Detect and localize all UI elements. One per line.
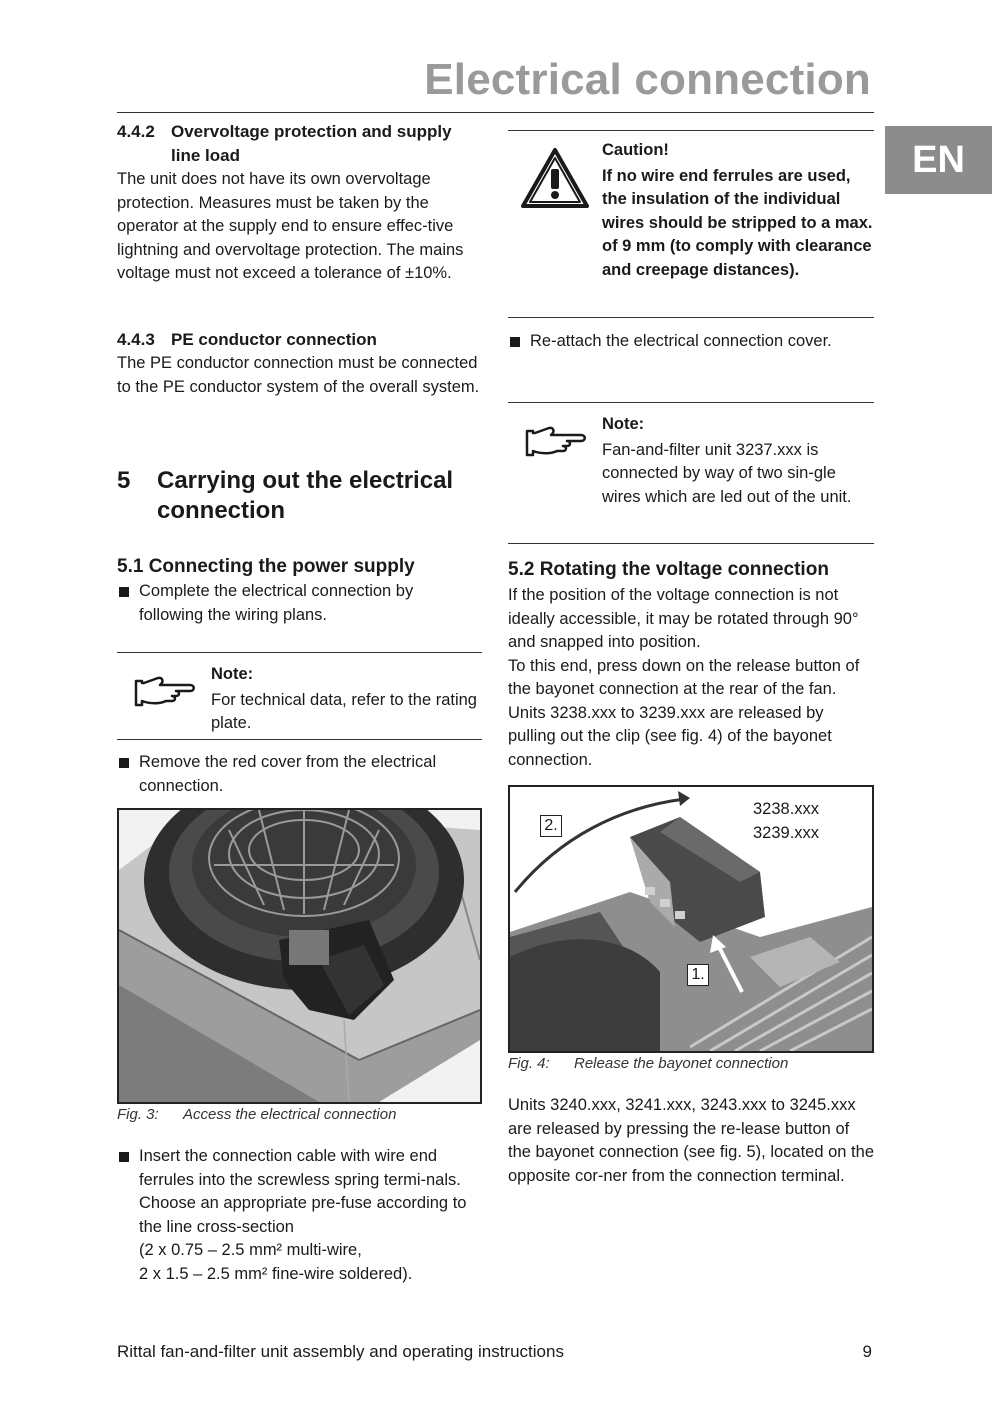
list-item-text: Complete the electrical connection by following the wiring plans. [139,582,414,624]
section-title-cont: line load [171,146,240,165]
page-title: Electrical connection [424,55,871,104]
list-item-text [139,1145,482,1286]
footer-text: Rittal fan-and-filter unit assembly and operating instructions [117,1342,564,1361]
figure-caption-text: Access the electrical connection [183,1106,397,1123]
figure-label: Fig. 3: [117,1106,159,1123]
pointing-hand-icon [508,403,602,543]
list-item [117,580,482,627]
model-numbers [753,797,819,845]
chapter-title: Carrying out the electrical connection [157,467,454,524]
note-box [117,652,482,740]
pointing-hand-icon [117,653,211,739]
section-5-2-heading: 5.2 Rotating the voltage connection [508,559,829,580]
paragraph: To this end, press down on the release button of the bayonet connection at the rear of the fan. Units 3238.xxx to 3239.xxx are released by pulling out the clip (see fig. 4) of the bayonet connection. [508,656,860,769]
list-item-text: Remove the red cover from the electrical connection. [139,753,437,795]
step-2-label: 2. [540,815,562,837]
section-body: The PE conductor connection must be connected to the PE conductor system of the overall system. [117,354,480,396]
list-item-text-main: Insert the connection cable with wire end ferrules into the screwless spring termi-nals. Choose an appropriate pre-fuse according to the line cross-section [139,1147,467,1236]
model-number: 3239.xxx [753,824,820,842]
section-heading [117,120,482,168]
note-title: Note: [602,415,645,433]
section-5-2-body [508,584,874,772]
bullet-icon [119,587,129,597]
list-item-text-spec-2: 2 x 1.5 – 2.5 mm² fine-wire soldered). [139,1264,413,1283]
figure-4-caption [508,1055,874,1072]
section-number: 4.4.2 [117,122,155,141]
bullet-icon [119,1152,129,1162]
caution-body: If no wire end ferrules are used, the insulation of the individual wires should be stripped to a max. of 9 mm (to comply with clearance and creepage distances). [602,166,873,279]
step-1-label: 1. [687,964,709,986]
note-body: For technical data, refer to the rating plate. [211,690,477,732]
model-number: 3238.xxx [753,800,820,818]
section-5-1-heading: 5.1 Connecting the power supply [117,556,415,577]
list-item-text: Re-attach the electrical connection cover. [530,332,832,350]
caution-title: Caution! [602,141,669,159]
figure-3-caption [117,1106,482,1123]
paragraph: If the position of the voltage connection is not ideally accessible, it may be rotated through 90° and snapped into position. [508,586,859,651]
section-title: PE conductor connection [171,330,377,349]
page-number: 9 [862,1342,872,1361]
section-4-4-2 [117,120,482,286]
note-title: Note: [211,665,254,683]
list-item [117,1145,482,1286]
note-body: Fan-and-filter unit 3237.xxx is connected by way of two sin-gle wires which are led out of the unit. [602,440,852,506]
note-box [508,402,874,544]
section-number: 4.4.3 [117,330,155,349]
list-item [508,330,874,354]
language-tab: EN [885,126,992,194]
figure-caption-text: Release the bayonet connection [574,1055,789,1072]
header-rule [117,112,874,113]
warning-triangle-icon [508,131,602,317]
list-item [117,751,482,798]
chapter-number: 5 [117,467,131,494]
figure-4-image [508,785,874,1053]
section-title: Overvoltage protection and supply [171,122,452,141]
section-body: The unit does not have its own overvoltage protection. Measures must be taken by the operator at the supply end to ensure effec-tive lightning and overvoltage protection. The mains voltage must not exceed a tolerance of ±10%. [117,170,464,282]
section-4-4-3 [117,328,482,399]
bullet-icon [510,337,520,347]
section-heading [117,328,482,352]
paragraph: Units 3240.xxx, 3241.xxx, 3243.xxx to 3245.xxx are released by pressing the re-lease button of the bayonet connection (see fig. 5), located on the opposite cor-ner from the connection terminal. [508,1096,874,1185]
caution-box [508,130,874,318]
list-item-text-spec-1: (2 x 0.75 – 2.5 mm² multi-wire, [139,1241,362,1259]
figure-label: Fig. 4: [508,1055,550,1072]
chapter-heading [117,466,482,526]
figure-3-image [117,808,482,1104]
bullet-icon [119,758,129,768]
